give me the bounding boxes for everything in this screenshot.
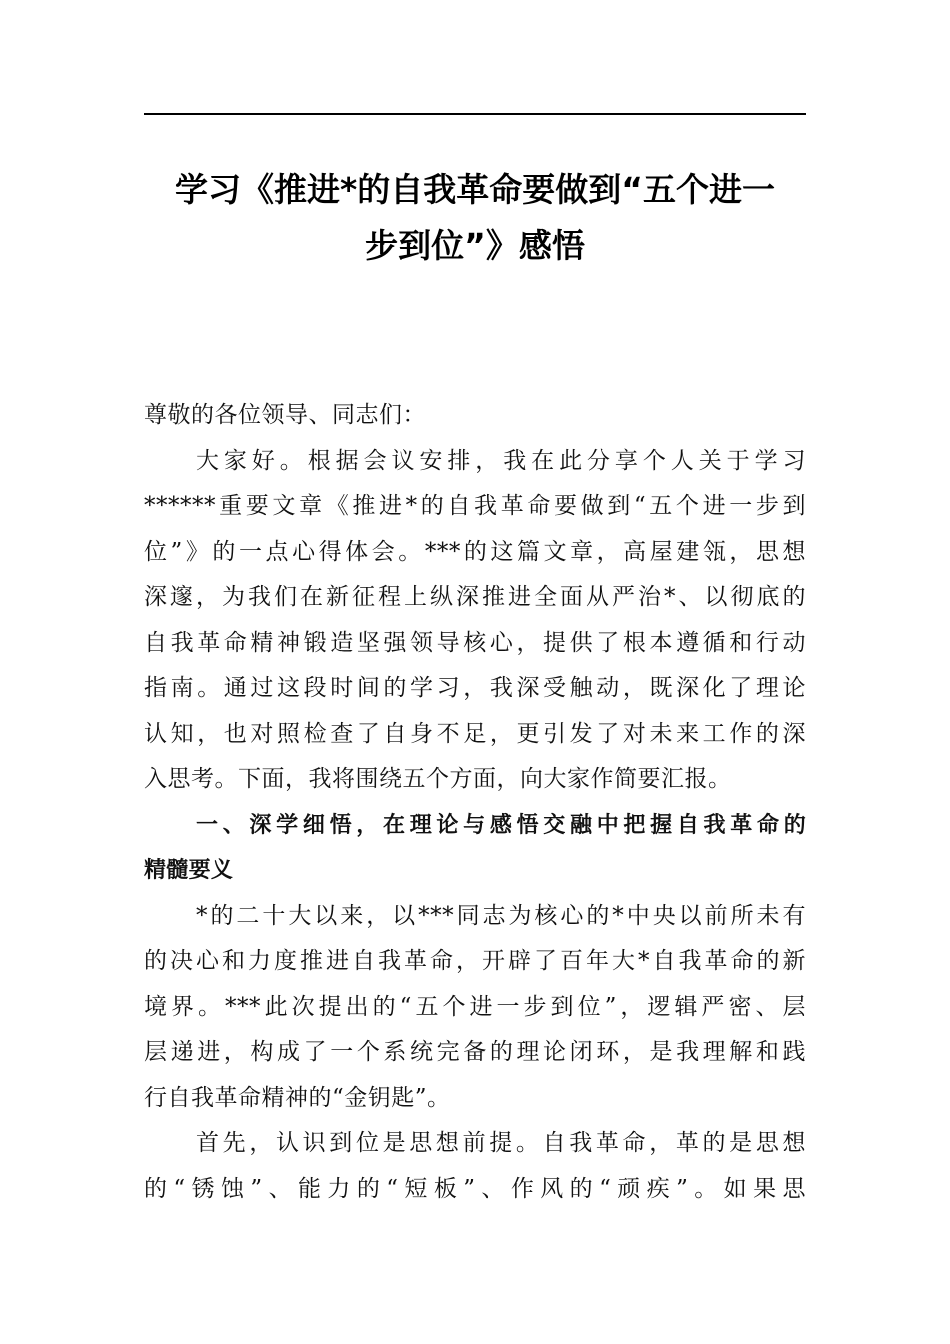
- salutation: 尊敬的各位领导、同志们：: [144, 402, 426, 428]
- section-heading: 一、深学细悟，在理论与感悟交融中把握自我革命的: [196, 812, 806, 838]
- body-line: ******重要文章《推进*的自我革命要做到“五个进一步到: [144, 493, 806, 519]
- body-line: 行自我革命精神的“金钥匙”。: [144, 1084, 451, 1111]
- body-line: 大家好。根据会议安排，我在此分享个人关于学习: [196, 447, 806, 474]
- body-line: 境界。***此次提出的“五个进一步到位”，逻辑严密、层: [144, 993, 806, 1020]
- body-line: 的决心和力度推进自我革命，开辟了百年大*自我革命的新: [144, 948, 806, 974]
- title-line-1: 学习《推进*的自我革命要做到“五个进一: [175, 170, 775, 209]
- body-line: 首先，认识到位是思想前提。自我革命，革的是思想: [196, 1130, 806, 1156]
- body-line: 的“锈蚀”、能力的“短板”、作风的“顽疾”。如果思: [144, 1175, 806, 1202]
- body-line: 深邃，为我们在新征程上纵深推进全面从严治*、以彻底的: [144, 584, 806, 610]
- document-title: [144, 162, 806, 274]
- document-body: [144, 393, 806, 1212]
- title-line-2: 步到位”》感悟: [365, 226, 585, 265]
- body-line: 自我革命精神锻造坚强领导核心，提供了根本遵循和行动: [144, 629, 806, 656]
- body-line: *的二十大以来，以***同志为核心的*中央以前所未有: [196, 902, 806, 929]
- body-line: 入思考。下面，我将围绕五个方面，向大家作简要汇报。: [144, 766, 732, 792]
- body-line: 位”》的一点心得体会。***的这篇文章，高屋建瓴，思想: [144, 538, 806, 565]
- header-rule: [144, 113, 806, 115]
- body-line: 指南。通过这段时间的学习，我深受触动，既深化了理论: [144, 675, 806, 701]
- body-line: 认知，也对照检查了自身不足，更引发了对未来工作的深: [144, 720, 806, 747]
- section-heading: 精髓要义: [144, 858, 234, 883]
- body-line: 层递进，构成了一个系统完备的理论闭环，是我理解和践: [144, 1039, 806, 1065]
